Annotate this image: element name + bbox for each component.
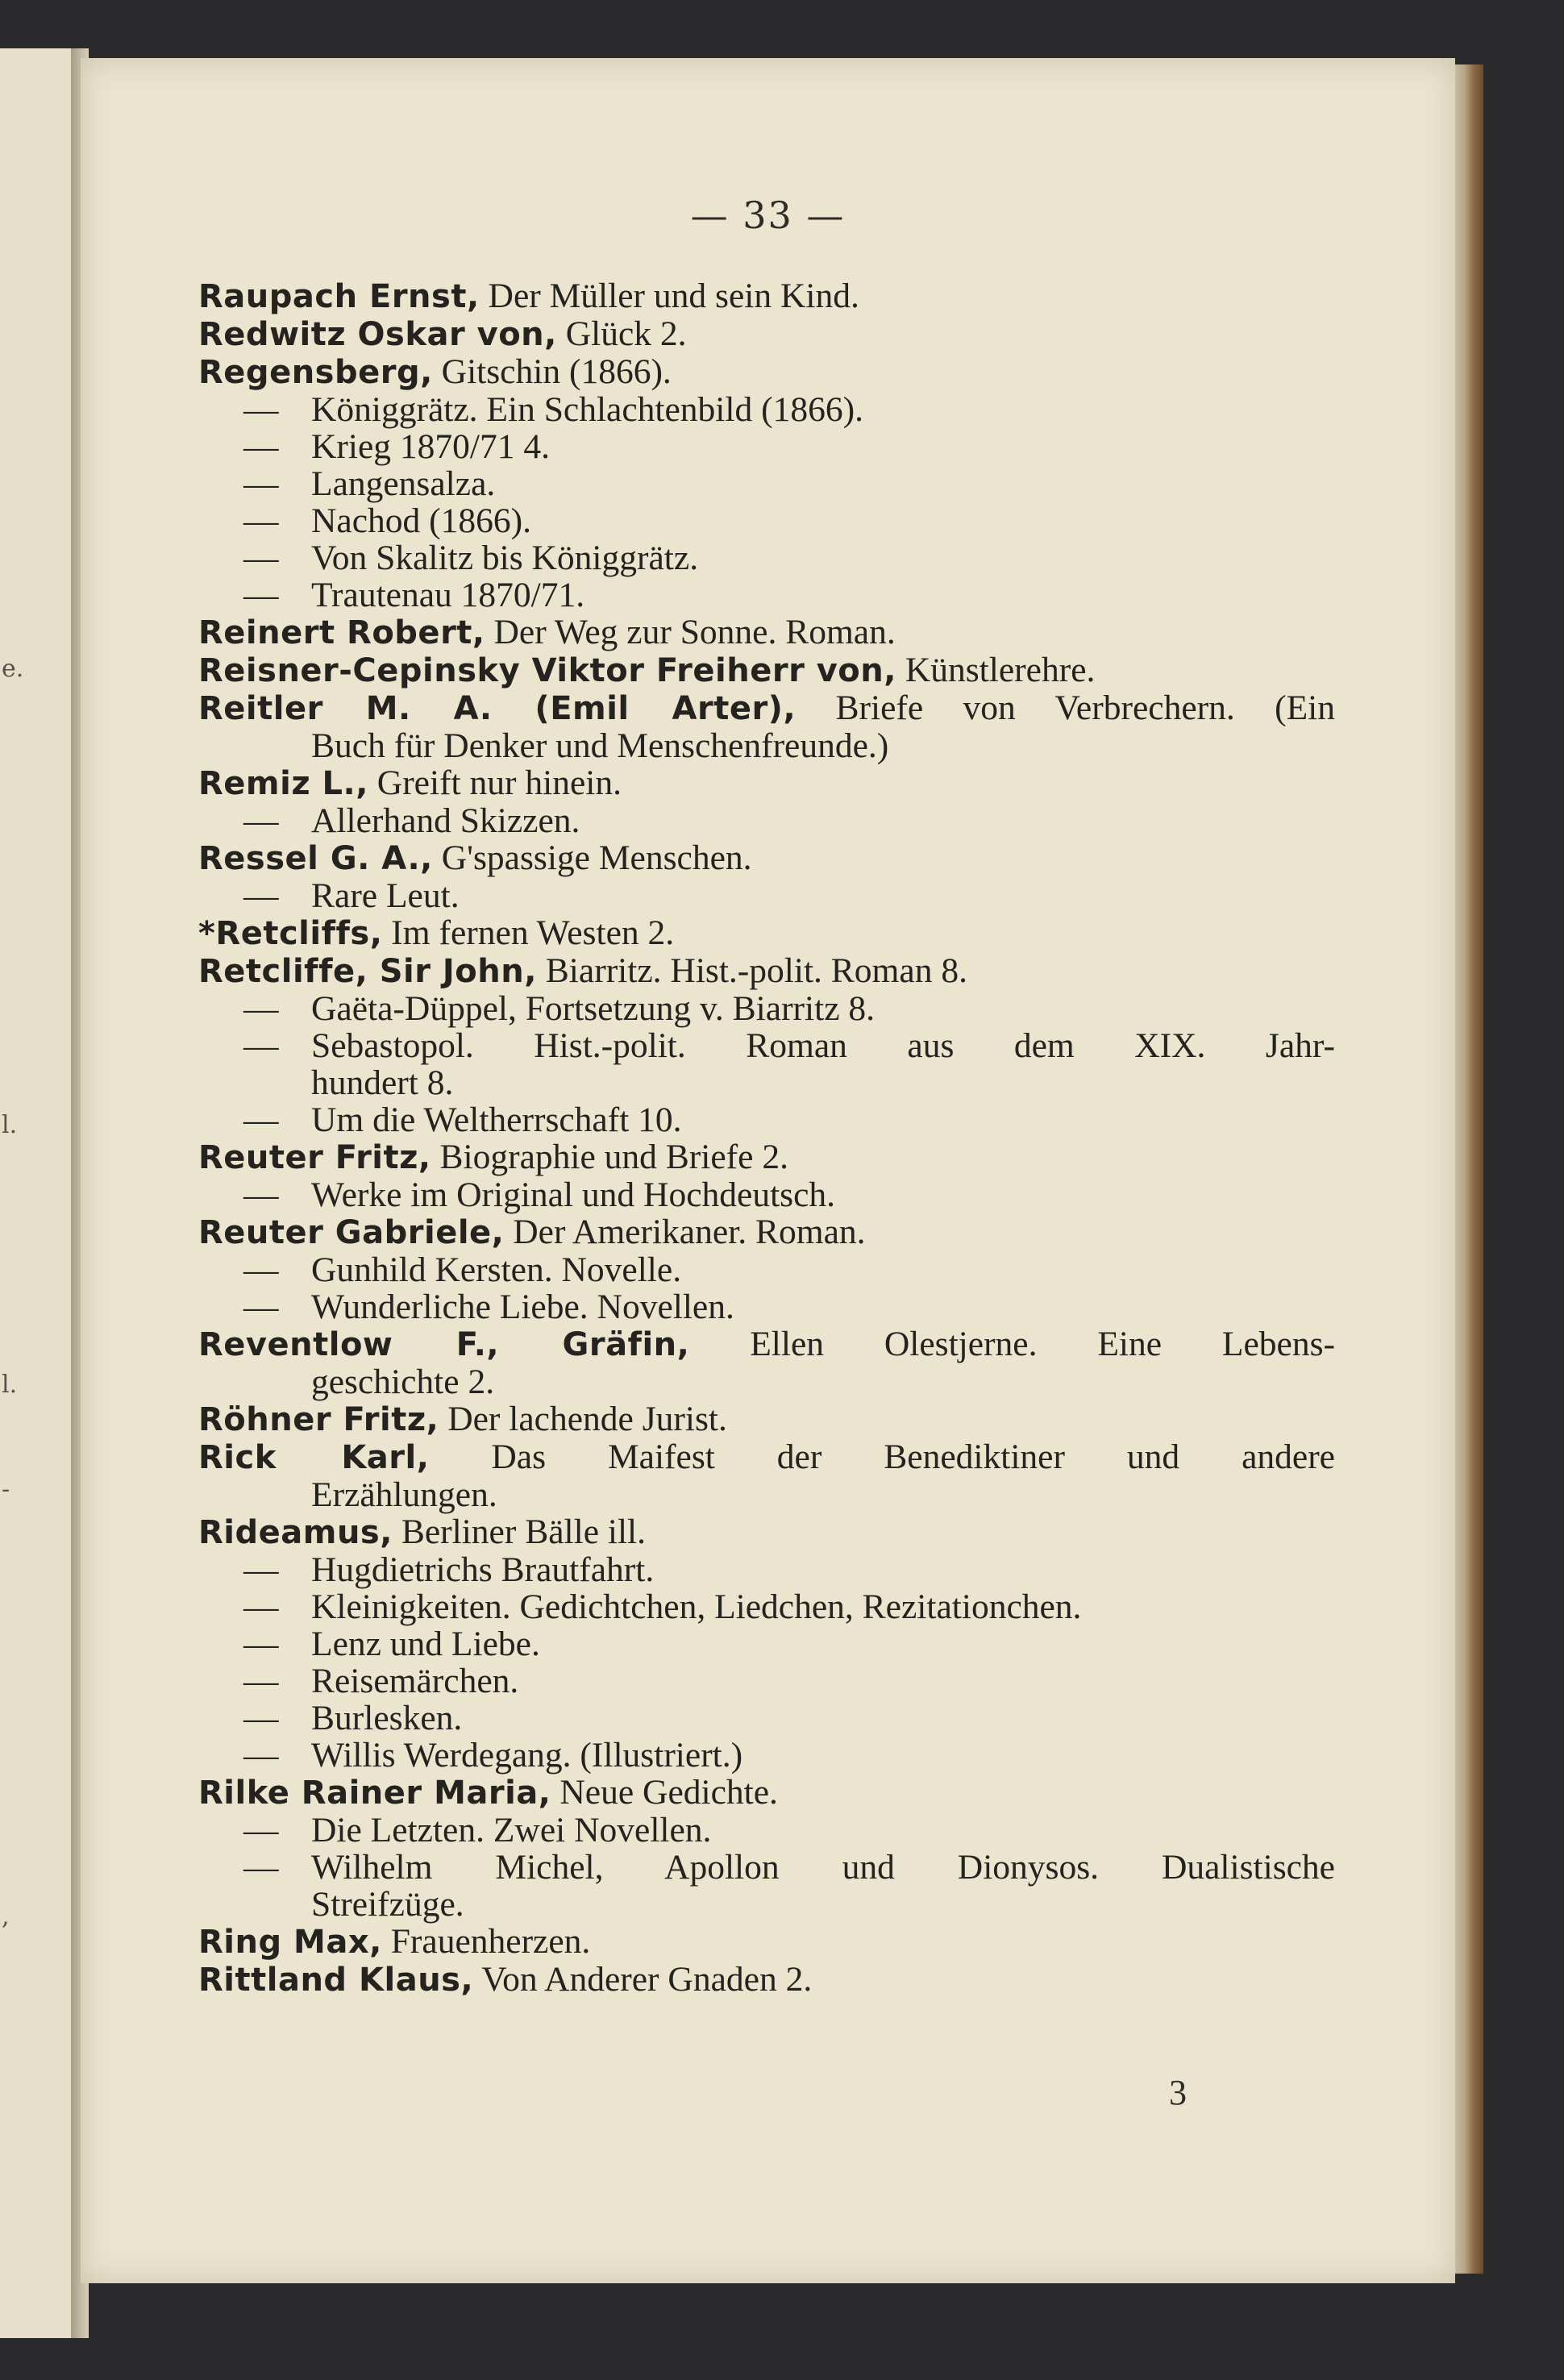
entry-title: Greift nur hinein. (368, 764, 622, 802)
entry-title: Künstlerehre. (896, 651, 1096, 689)
author-name: Reitler M. A. (Emil Arter), (198, 690, 797, 727)
entry-title: Nachod (1866). (311, 501, 532, 540)
catalog-entry-continuation (198, 1363, 1335, 1400)
page-number: — 33 — (690, 193, 846, 237)
catalog-sub-entry (198, 990, 1335, 1027)
catalog-sub-entry (198, 1176, 1335, 1213)
author-name: Reventlow F., Gräfin, (198, 1326, 690, 1363)
catalog-entry (198, 764, 1335, 802)
catalog-entry (198, 1513, 1335, 1551)
entry-title: Der lachende Jurist. (439, 1400, 727, 1438)
catalog-entry (198, 689, 1335, 727)
entry-title: Glück 2. (556, 314, 687, 353)
author-name: Rittland Klaus, (198, 1962, 474, 1999)
catalog-sub-entry (198, 1101, 1335, 1138)
entry-title: Langensalza. (311, 464, 496, 503)
catalog-sub-entry (198, 1288, 1335, 1325)
ditto-dash: — (243, 576, 279, 614)
ditto-dash: — (243, 390, 279, 429)
catalog-sub-entry (198, 391, 1335, 428)
author-name: Remiz L., (198, 765, 368, 802)
entry-title: Willis Werdegang. (Illustriert.) (311, 1736, 743, 1775)
author-name: Retcliffe, Sir John, (198, 953, 537, 990)
catalog-entry (198, 1325, 1335, 1363)
entry-title: Von Skalitz bis Königgrätz. (311, 539, 699, 577)
catalog-entry-continuation (198, 727, 1335, 764)
entry-title: Um die Weltherrschaft 10. (311, 1101, 682, 1139)
author-name: Rilke Rainer Maria, (198, 1775, 551, 1812)
ditto-dash: — (243, 464, 279, 503)
entry-title: Lenz und Liebe. (311, 1625, 540, 1663)
catalog-entry (198, 839, 1335, 877)
author-name: Raupach Ernst, (198, 278, 480, 315)
catalog-entry-continuation (198, 1886, 1335, 1923)
author-name: Reisner-Cepinsky Viktor Freiherr von, (198, 652, 896, 689)
page-block-edge (1451, 64, 1483, 2274)
entry-title: Allerhand Skizzen. (311, 801, 580, 840)
entry-title: Gitschin (1866). (432, 352, 672, 391)
catalog-entry (198, 1923, 1335, 1961)
entry-title: Der Weg zur Sonne. Roman. (485, 613, 896, 651)
entry-title: Das Maifest der Benediktiner und andere (429, 1438, 1335, 1476)
margin-mark: l. (2, 1111, 18, 1139)
catalog-sub-entry (198, 1700, 1335, 1737)
entry-title: Wilhelm Michel, Apollon und Dionysos. Dualistische (311, 1848, 1335, 1887)
catalog-sub-entry (198, 1849, 1335, 1886)
catalog-sub-entry (198, 1662, 1335, 1700)
catalog-sub-entry (198, 1625, 1335, 1662)
entry-title: Streifzüge. (311, 1885, 464, 1924)
catalog-entry-list (198, 277, 1335, 1999)
catalog-entry (198, 315, 1335, 353)
entry-title: Biographie und Briefe 2. (431, 1138, 788, 1176)
entry-title: Werke im Original und Hochdeutsch. (311, 1175, 836, 1214)
catalog-entry (198, 1400, 1335, 1438)
entry-title: Reisemärchen. (311, 1662, 519, 1700)
catalog-entry (198, 1213, 1335, 1251)
ditto-dash: — (243, 501, 279, 540)
catalog-sub-entry (198, 1737, 1335, 1774)
author-name: Regensberg, (198, 354, 433, 391)
entry-title: Sebastopol. Hist.-polit. Roman aus dem XIX. Jahr- (311, 1026, 1335, 1065)
author-name: Redwitz Oskar von, (198, 316, 557, 353)
catalog-entry (198, 914, 1335, 952)
margin-mark: , (2, 1903, 10, 1931)
catalog-entry (198, 1774, 1335, 1812)
printer-signature: 3 (1169, 2073, 1187, 2112)
ditto-dash: — (243, 1662, 279, 1700)
catalog-sub-entry (198, 802, 1335, 839)
entry-title: Im fernen Westen 2. (382, 913, 675, 952)
catalog-sub-entry (198, 1551, 1335, 1588)
entry-title: Erzählungen. (311, 1475, 497, 1514)
author-name: Röhner Fritz, (198, 1401, 439, 1438)
entry-title: G'spassige Menschen. (432, 838, 752, 877)
entry-title: Der Müller und sein Kind. (479, 277, 859, 315)
ditto-dash: — (243, 989, 279, 1028)
catalog-entry (198, 353, 1335, 391)
ditto-dash: — (243, 1811, 279, 1849)
catalog-sub-entry (198, 1027, 1335, 1064)
catalog-entry (198, 1438, 1335, 1476)
catalog-sub-entry (198, 877, 1335, 914)
entry-title: Ellen Olestjerne. Eine Lebens- (689, 1325, 1336, 1363)
entry-title: Trautenau 1870/71. (311, 576, 585, 614)
catalog-sub-entry (198, 465, 1335, 502)
entry-title: Kleinigkeiten. Gedichtchen, Liedchen, Rezitationchen. (311, 1587, 1082, 1626)
author-name: Ring Max, (198, 1924, 382, 1961)
author-name: Reinert Robert, (198, 614, 485, 651)
ditto-dash: — (243, 1736, 279, 1775)
entry-title: Von Anderer Gnaden 2. (473, 1960, 813, 1999)
catalog-sub-entry (198, 428, 1335, 465)
ditto-dash: — (243, 539, 279, 577)
author-name: Rideamus, (198, 1514, 393, 1551)
ditto-dash: — (243, 1250, 279, 1289)
catalog-sub-entry (198, 1251, 1335, 1288)
entry-title: Gunhild Kersten. Novelle. (311, 1250, 682, 1289)
catalog-sub-entry (198, 539, 1335, 576)
entry-title: Rare Leut. (311, 876, 460, 915)
author-name: Ressel G. A., (198, 840, 433, 877)
entry-title: Frauenherzen. (381, 1922, 591, 1961)
entry-title: Briefe von Verbrechern. (Ein (796, 689, 1335, 727)
catalog-sub-entry (198, 1588, 1335, 1625)
catalog-entry (198, 651, 1335, 689)
catalog-entry (198, 1961, 1335, 1999)
ditto-dash: — (243, 876, 279, 915)
ditto-dash: — (243, 1550, 279, 1589)
ditto-dash: — (243, 427, 279, 466)
ditto-dash: — (243, 1625, 279, 1663)
catalog-sub-entry (198, 502, 1335, 539)
ditto-dash: — (243, 1175, 279, 1214)
entry-title: Hugdietrichs Brautfahrt. (311, 1550, 655, 1589)
catalog-entry (198, 952, 1335, 990)
ditto-dash: — (243, 1848, 279, 1887)
entry-title: Der Amerikaner. Roman. (504, 1213, 866, 1251)
catalog-entry-continuation (198, 1064, 1335, 1101)
ditto-dash: — (243, 1587, 279, 1626)
entry-title: Krieg 1870/71 4. (311, 427, 551, 466)
author-name: Reuter Gabriele, (198, 1214, 505, 1251)
entry-title: geschichte 2. (311, 1363, 495, 1401)
margin-mark: e. (2, 655, 24, 683)
margin-mark: - (2, 1475, 10, 1504)
ditto-dash: — (243, 1288, 279, 1326)
catalog-sub-entry (198, 576, 1335, 614)
entry-title: hundert 8. (311, 1063, 454, 1102)
book-page (81, 58, 1455, 2283)
entry-title: Buch für Denker und Menschenfreunde.) (311, 726, 889, 765)
entry-title: Gaëta-Düppel, Fortsetzung v. Biarritz 8. (311, 989, 876, 1028)
catalog-entry (198, 1138, 1335, 1176)
catalog-entry-continuation (198, 1476, 1335, 1513)
author-name: *Retcliffs, (198, 915, 383, 952)
entry-title: Die Letzten. Zwei Novellen. (311, 1811, 712, 1849)
author-name: Rick Karl, (198, 1439, 430, 1476)
entry-title: Neue Gedichte. (551, 1773, 778, 1812)
ditto-dash: — (243, 1026, 279, 1065)
catalog-entry (198, 277, 1335, 315)
ditto-dash: — (243, 1699, 279, 1737)
entry-title: Biarritz. Hist.-polit. Roman 8. (536, 951, 967, 990)
ditto-dash: — (243, 801, 279, 840)
entry-title: Burlesken. (311, 1699, 463, 1737)
entry-title: Königgrätz. Ein Schlachtenbild (1866). (311, 390, 863, 429)
catalog-entry (198, 614, 1335, 651)
margin-mark: l. (2, 1371, 18, 1399)
author-name: Reuter Fritz, (198, 1139, 431, 1176)
entry-title: Berliner Bälle ill. (392, 1512, 647, 1551)
ditto-dash: — (243, 1101, 279, 1139)
left-page-edge (0, 48, 81, 2338)
entry-title: Wunderliche Liebe. Novellen. (311, 1288, 734, 1326)
catalog-sub-entry (198, 1812, 1335, 1849)
